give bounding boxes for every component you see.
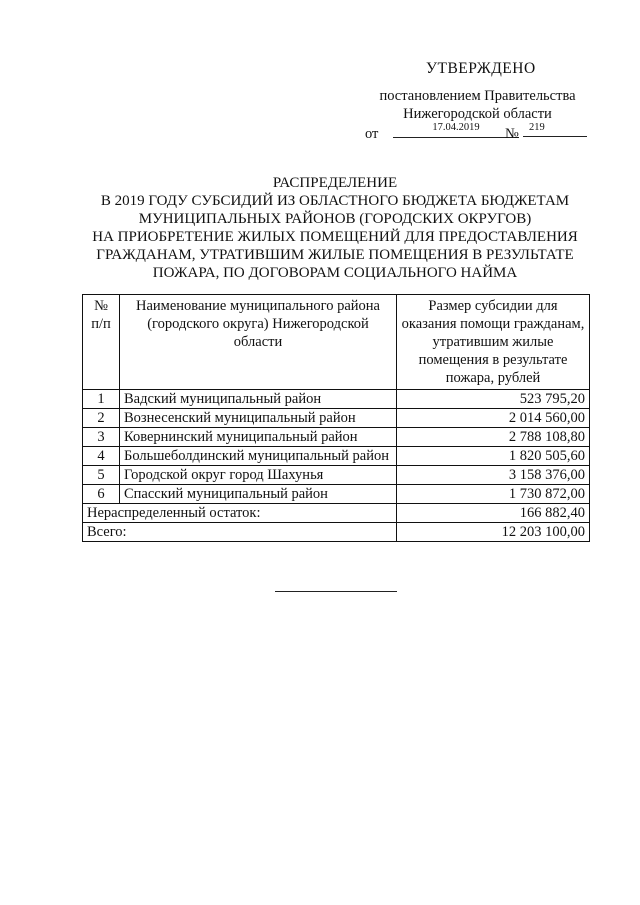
title-line: ГРАЖДАНАМ, УТРАТИВШИМ ЖИЛЫЕ ПОМЕЩЕНИЯ В РЕЗУЛЬТАТЕ	[96, 247, 574, 263]
title-line: МУНИЦИПАЛЬНЫХ РАЙОНОВ (ГОРОДСКИХ ОКРУГОВ)	[138, 211, 532, 227]
row-number: 2	[83, 409, 120, 428]
table-row	[83, 485, 590, 504]
row-sum: 1 820 505,60	[397, 447, 590, 466]
distribution-table	[82, 294, 590, 542]
approval-title: УТВЕРЖДЕНО	[426, 60, 536, 77]
header-number: № п/п	[83, 295, 120, 390]
header-district: Наименование муниципального района (городского округа) Нижегородской области	[120, 295, 397, 390]
row-district: Спасский муниципальный район	[120, 485, 397, 504]
row-number: 5	[83, 466, 120, 485]
row-number: 3	[83, 428, 120, 447]
row-number: 6	[83, 485, 120, 504]
row-sum: 3 158 376,00	[397, 466, 590, 485]
unallocated-label: Нераспределенный остаток:	[83, 504, 397, 523]
title-line: В 2019 ГОДУ СУБСИДИЙ ИЗ ОБЛАСТНОГО БЮДЖЕТА БЮДЖЕТАМ	[100, 193, 570, 209]
row-number: 4	[83, 447, 120, 466]
row-sum: 523 795,20	[397, 390, 590, 409]
closing-divider	[275, 591, 397, 592]
row-district: Большеболдинский муниципальный район	[120, 447, 397, 466]
title-line: НА ПРИОБРЕТЕНИЕ ЖИЛЫХ ПОМЕЩЕНИЙ ДЛЯ ПРЕДОСТАВЛЕНИЯ	[92, 229, 578, 245]
number-label: №	[505, 126, 519, 142]
table-row	[83, 466, 590, 485]
table-row	[83, 428, 590, 447]
total-sum: 12 203 100,00	[397, 523, 590, 542]
row-district: Ковернинский муниципальный район	[120, 428, 397, 447]
title-line: РАСПРЕДЕЛЕНИЕ	[272, 175, 398, 191]
table-row	[83, 390, 590, 409]
table-row	[83, 409, 590, 428]
from-label: от	[365, 126, 379, 142]
row-district: Вадский муниципальный район	[120, 390, 397, 409]
row-sum: 2 014 560,00	[397, 409, 590, 428]
row-number: 1	[83, 390, 120, 409]
table-row	[83, 447, 590, 466]
row-district: Городской округ город Шахунья	[120, 466, 397, 485]
document-title	[60, 174, 610, 282]
approval-line-1: постановлением Правительства	[379, 88, 576, 104]
approval-date-row	[365, 122, 590, 142]
total-label: Всего:	[83, 523, 397, 542]
row-sum: 2 788 108,80	[397, 428, 590, 447]
approval-date: 17.04.2019	[393, 122, 519, 138]
unallocated-sum: 166 882,40	[397, 504, 590, 523]
row-sum: 1 730 872,00	[397, 485, 590, 504]
approval-line-2: Нижегородской области	[403, 106, 552, 122]
table-header-row	[83, 295, 590, 390]
header-subsidy: Размер субсидии для оказания помощи гражданам, утратившим жилые помещения в результате пожара, рублей	[397, 295, 590, 390]
row-district: Вознесенский муниципальный район	[120, 409, 397, 428]
title-line: ПОЖАРА, ПО ДОГОВОРАМ СОЦИАЛЬНОГО НАЙМА	[152, 265, 518, 281]
approval-number: 219	[523, 122, 587, 137]
unallocated-row	[83, 504, 590, 523]
total-row	[83, 523, 590, 542]
